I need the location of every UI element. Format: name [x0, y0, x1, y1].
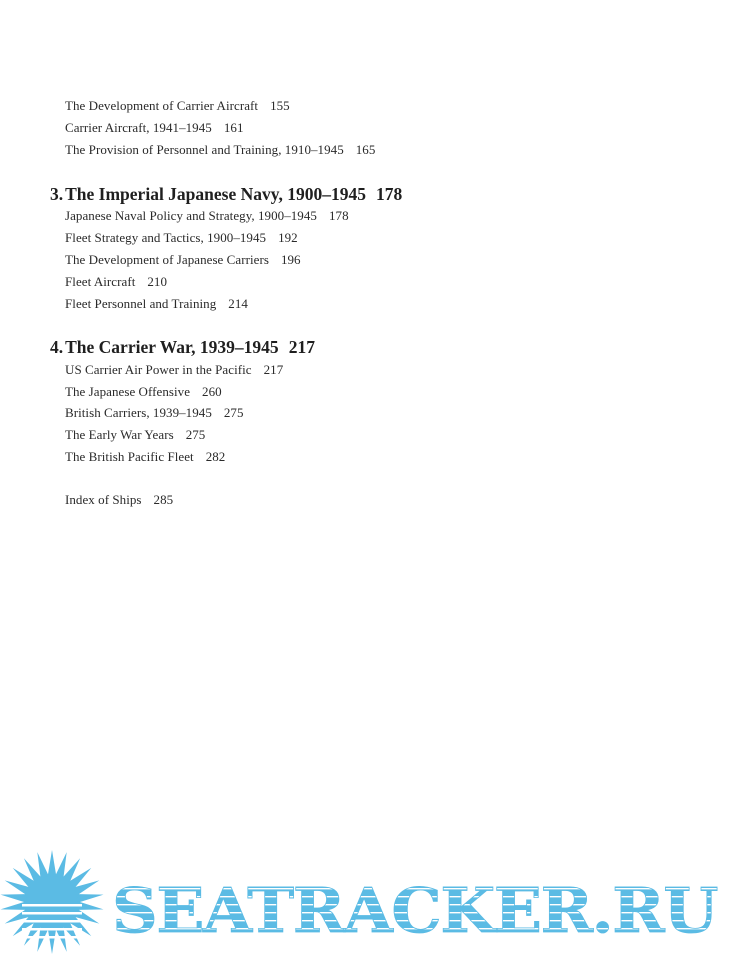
sun-stripe	[22, 912, 82, 915]
toc-entry	[65, 208, 349, 224]
chapter-title: The Carrier War, 1939–1945	[65, 337, 279, 357]
toc-entry-page: 210	[147, 274, 168, 289]
toc-entry-page: 192	[278, 230, 298, 245]
toc-entry-title: The Development of Japanese Carriers	[65, 252, 269, 267]
sun-stripe	[22, 928, 82, 931]
toc-entry	[65, 362, 283, 378]
watermark-text: SEATRACKER.RU	[112, 874, 718, 947]
toc-entry-page: 260	[202, 384, 222, 399]
toc-entry-title: The British Pacific Fleet	[65, 449, 194, 464]
chapter-number: 4.	[50, 337, 64, 357]
sun-stripe	[22, 936, 82, 939]
toc-entry	[65, 120, 244, 136]
toc-entry-title: US Carrier Air Power in the Pacific	[65, 362, 252, 377]
watermark-graphic	[0, 850, 729, 960]
toc-entry	[65, 98, 290, 114]
toc-entry-title: Fleet Strategy and Tactics, 1900–1945	[65, 230, 267, 245]
toc-entry	[65, 449, 225, 465]
toc-entry-page: 282	[205, 449, 226, 464]
toc-entry-title: The Development of Carrier Aircraft	[65, 98, 259, 113]
toc-entry-page: 217	[263, 362, 284, 377]
toc-entry-page: 165	[355, 142, 376, 157]
toc-index-entry	[65, 492, 173, 508]
chapter-heading	[50, 184, 402, 204]
toc-entry-title: The Early War Years	[65, 427, 174, 442]
toc-entry	[65, 230, 298, 246]
sun-stripe	[22, 920, 82, 923]
toc-entry	[65, 296, 248, 312]
toc-entry-title: The Provision of Personnel and Training, 1910–1945	[65, 142, 344, 157]
toc-entry-title: Japanese Naval Policy and Strategy, 1900–1945	[65, 208, 317, 223]
chapter-heading	[50, 337, 315, 357]
toc-entry-page: 275	[223, 405, 244, 420]
toc-entry-title: Carrier Aircraft, 1941–1945	[65, 120, 212, 135]
toc-entry-page: 275	[185, 427, 206, 442]
toc-entry-title: British Carriers, 1939–1945	[65, 405, 212, 420]
toc-entry	[65, 274, 167, 290]
chapter-page: 217	[288, 337, 315, 357]
toc-entry-title: Index of Ships	[65, 492, 142, 507]
sun-icon	[1, 850, 104, 954]
toc-entry	[65, 427, 205, 443]
toc-entry-page: 196	[280, 252, 301, 267]
toc-entry-page: 178	[328, 208, 349, 223]
toc-entry	[65, 142, 375, 158]
toc-entry-title: Fleet Personnel and Training	[65, 296, 217, 311]
toc-entry-page: 155	[270, 98, 290, 113]
chapter-title: The Imperial Japanese Navy, 1900–1945	[65, 184, 367, 204]
chapter-number: 3.	[50, 184, 64, 204]
toc-entry	[65, 252, 301, 268]
sun-stripe	[22, 904, 82, 907]
toc-entry-page: 214	[228, 296, 248, 311]
toc-entry-page: 285	[153, 492, 174, 507]
chapter-page: 178	[376, 184, 403, 204]
toc-entry-page: 161	[223, 120, 244, 135]
toc-entry	[65, 384, 222, 400]
toc-entry	[65, 405, 244, 421]
toc-entry-title: Fleet Aircraft	[65, 274, 136, 289]
toc-entry-title: The Japanese Offensive	[65, 384, 191, 399]
watermark	[0, 850, 729, 960]
